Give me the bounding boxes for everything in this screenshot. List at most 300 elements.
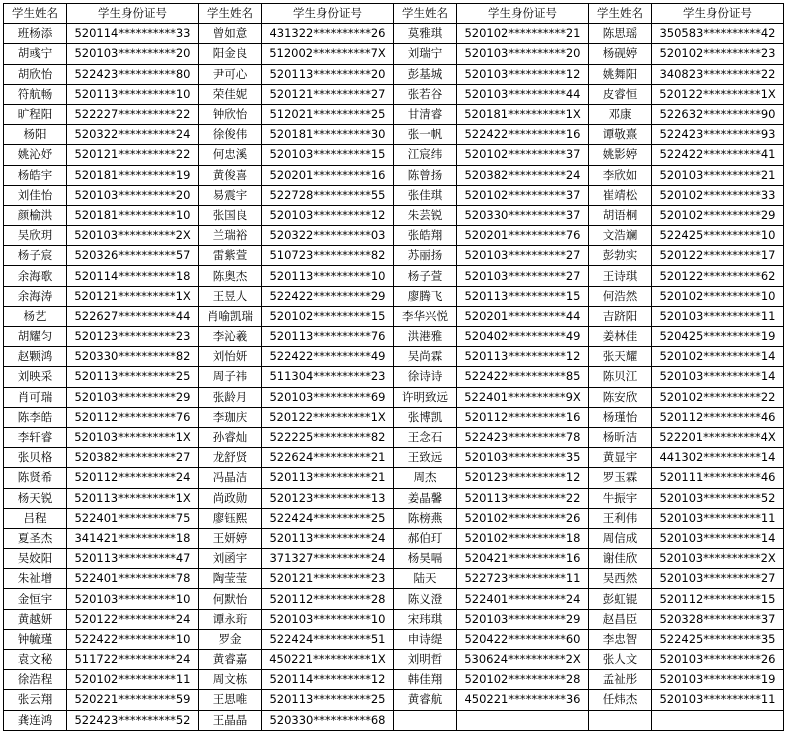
student-name-cell: 张云翔 xyxy=(4,690,67,710)
table-row xyxy=(4,488,784,508)
student-id-cell: 520103**********12 xyxy=(457,64,589,84)
student-name-cell: 周杰 xyxy=(394,468,457,488)
header-student-name: 学生姓名 xyxy=(199,4,262,24)
student-name-cell: 王思唯 xyxy=(199,690,262,710)
student-name-cell: 何默怡 xyxy=(199,589,262,609)
student-id-cell: 520103**********52 xyxy=(652,488,784,508)
student-name-cell: 尹可心 xyxy=(199,64,262,84)
student-name-cell: 张国良 xyxy=(199,205,262,225)
student-name-cell: 陈思瑶 xyxy=(589,24,652,44)
student-name-cell: 尚政勋 xyxy=(199,488,262,508)
table-row xyxy=(4,347,784,367)
student-name-cell: 吉跻阳 xyxy=(589,306,652,326)
student-id-cell: 520121**********27 xyxy=(262,84,394,104)
student-name-cell: 雷紫萱 xyxy=(199,246,262,266)
student-id-cell: 520382**********24 xyxy=(457,165,589,185)
student-id-cell: 522422**********16 xyxy=(457,125,589,145)
student-name-cell: 吴尚霖 xyxy=(394,347,457,367)
student-name-cell: 张贝格 xyxy=(4,448,67,468)
student-id-cell: 520102**********21 xyxy=(457,24,589,44)
student-id-cell: 522422**********29 xyxy=(262,286,394,306)
student-id-cell: 520103**********69 xyxy=(262,387,394,407)
student-id-cell: 520102**********37 xyxy=(457,145,589,165)
student-name-cell: 赵颗鸿 xyxy=(4,347,67,367)
student-name-cell: 陈贝江 xyxy=(589,367,652,387)
student-id-cell: 520103**********20 xyxy=(457,44,589,64)
student-id-cell: 522423**********52 xyxy=(67,710,199,730)
student-name-cell: 吴姣阳 xyxy=(4,549,67,569)
student-name-cell: 刘函宇 xyxy=(199,549,262,569)
student-id-cell: 520114**********33 xyxy=(67,24,199,44)
student-id-cell: 520113**********10 xyxy=(262,266,394,286)
student-name-cell: 何忠溪 xyxy=(199,145,262,165)
student-id-cell: 522425**********10 xyxy=(652,226,784,246)
student-name-cell: 余海歌 xyxy=(4,266,67,286)
table-row xyxy=(4,145,784,165)
student-name-cell: 杨瑾怡 xyxy=(589,407,652,427)
student-name-cell: 曾如意 xyxy=(199,24,262,44)
student-id-cell: 520181**********19 xyxy=(67,165,199,185)
student-name-cell: 荣佳妮 xyxy=(199,84,262,104)
student-name-cell: 王昱人 xyxy=(199,286,262,306)
student-id-cell: 341421**********18 xyxy=(67,528,199,548)
student-id-cell: 520113**********20 xyxy=(262,64,394,84)
student-name-cell: 周子祎 xyxy=(199,367,262,387)
student-name-cell: 李轩睿 xyxy=(4,427,67,447)
student-id-cell: 520103**********29 xyxy=(457,609,589,629)
student-id-cell: 520113**********15 xyxy=(457,286,589,306)
student-name-cell: 张佳琪 xyxy=(394,185,457,205)
table-row xyxy=(4,286,784,306)
student-name-cell: 陶莹莹 xyxy=(199,569,262,589)
student-name-cell: 郝伯玎 xyxy=(394,528,457,548)
student-id-cell: 450221**********1X xyxy=(262,650,394,670)
student-name-cell: 刘明哲 xyxy=(394,650,457,670)
student-id-cell: 522422**********10 xyxy=(67,629,199,649)
student-id-cell: 520103**********2X xyxy=(652,549,784,569)
header-student-id: 学生身份证号 xyxy=(262,4,394,24)
student-id-cell: 520113**********47 xyxy=(67,549,199,569)
student-name-cell: 彭基城 xyxy=(394,64,457,84)
table-row xyxy=(4,589,784,609)
header-student-id: 学生身份证号 xyxy=(457,4,589,24)
student-id-cell: 510723**********82 xyxy=(262,246,394,266)
student-name-cell: 张若谷 xyxy=(394,84,457,104)
student-id-cell: 520113**********25 xyxy=(262,690,394,710)
student-name-cell: 王利伟 xyxy=(589,508,652,528)
student-id-cell: 441302**********14 xyxy=(652,448,784,468)
student-id-cell: 520103**********10 xyxy=(67,589,199,609)
student-id-cell: 520103**********35 xyxy=(457,448,589,468)
student-id-cell: 522624**********21 xyxy=(262,448,394,468)
student-id-cell: 522423**********78 xyxy=(457,427,589,447)
student-id-cell: 520181**********1X xyxy=(457,104,589,124)
student-name-cell: 冯晶洁 xyxy=(199,468,262,488)
student-name-cell: 莫雅琪 xyxy=(394,24,457,44)
student-id-cell: 522422**********85 xyxy=(457,367,589,387)
student-id-cell: 520330**********82 xyxy=(67,347,199,367)
table-body xyxy=(4,24,784,731)
student-id-cell: 520102**********26 xyxy=(457,508,589,528)
student-name-cell: 张天耀 xyxy=(589,347,652,367)
table-row xyxy=(4,387,784,407)
student-name-cell: 龚连鸿 xyxy=(4,710,67,730)
table-row xyxy=(4,549,784,569)
student-name-cell: 宋玮琪 xyxy=(394,609,457,629)
student-name-cell: 陈安欣 xyxy=(589,387,652,407)
student-id-cell: 520113**********12 xyxy=(457,347,589,367)
student-name-cell: 杨天锐 xyxy=(4,488,67,508)
student-name-cell: 姜晶馨 xyxy=(394,488,457,508)
student-id-cell: 520201**********44 xyxy=(457,306,589,326)
student-name-cell: 李欣如 xyxy=(589,165,652,185)
student-name-cell: 吕程 xyxy=(4,508,67,528)
student-name-cell: 谭永珩 xyxy=(199,609,262,629)
student-id-cell: 520326**********57 xyxy=(67,246,199,266)
student-id-cell: 520382**********27 xyxy=(67,448,199,468)
student-name-cell: 江宸纬 xyxy=(394,145,457,165)
student-name-cell: 洪港雅 xyxy=(394,327,457,347)
student-name-cell: 甘清睿 xyxy=(394,104,457,124)
student-id-table xyxy=(3,3,784,731)
student-id-cell: 522201**********4X xyxy=(652,427,784,447)
student-name-cell: 赵昌臣 xyxy=(589,609,652,629)
student-id-cell: 520122**********17 xyxy=(652,246,784,266)
student-id-cell: 520122**********24 xyxy=(67,609,199,629)
student-id-cell: 520201**********76 xyxy=(457,226,589,246)
table-row xyxy=(4,609,784,629)
student-name-cell: 廖钰熙 xyxy=(199,508,262,528)
header-student-id: 学生身份证号 xyxy=(652,4,784,24)
student-name-cell: 杨阳 xyxy=(4,125,67,145)
student-id-cell: 522423**********93 xyxy=(652,125,784,145)
table-row xyxy=(4,205,784,225)
student-name-cell: 黄睿嘉 xyxy=(199,650,262,670)
student-name-cell xyxy=(394,710,457,730)
student-name-cell: 李沁羲 xyxy=(199,327,262,347)
student-name-cell: 王念石 xyxy=(394,427,457,447)
student-name-cell: 袁文秘 xyxy=(4,650,67,670)
table-row xyxy=(4,226,784,246)
student-id-cell: 522401**********24 xyxy=(457,589,589,609)
student-name-cell: 姜林佳 xyxy=(589,327,652,347)
table-row xyxy=(4,690,784,710)
student-id-cell: 520122**********62 xyxy=(652,266,784,286)
student-id-cell: 520112**********15 xyxy=(652,589,784,609)
student-id-cell: 520102**********14 xyxy=(652,347,784,367)
student-name-cell: 王晶晶 xyxy=(199,710,262,730)
student-name-cell: 陈李皓 xyxy=(4,407,67,427)
student-id-cell: 522401**********78 xyxy=(67,569,199,589)
student-id-cell: 530624**********2X xyxy=(457,650,589,670)
student-id-cell: 520102**********28 xyxy=(457,670,589,690)
student-id-cell: 522422**********41 xyxy=(652,145,784,165)
student-name-cell: 姚沁妤 xyxy=(4,145,67,165)
student-id-cell: 520103**********11 xyxy=(652,690,784,710)
student-id-cell: 520103**********19 xyxy=(652,670,784,690)
table-row xyxy=(4,246,784,266)
table-row xyxy=(4,104,784,124)
student-id-cell: 520181**********10 xyxy=(67,205,199,225)
student-id-cell: 522627**********44 xyxy=(67,306,199,326)
student-id-cell: 520112**********76 xyxy=(67,407,199,427)
student-id-cell: 522423**********80 xyxy=(67,64,199,84)
student-id-cell: 512021**********25 xyxy=(262,104,394,124)
table-row xyxy=(4,185,784,205)
table-row xyxy=(4,448,784,468)
student-id-cell: 520113**********25 xyxy=(67,367,199,387)
header-student-name: 学生姓名 xyxy=(394,4,457,24)
table-row xyxy=(4,306,784,326)
student-name-cell: 夏圣杰 xyxy=(4,528,67,548)
student-id-cell: 522225**********82 xyxy=(262,427,394,447)
student-id-cell: 520102**********33 xyxy=(652,185,784,205)
student-id-cell: 520330**********68 xyxy=(262,710,394,730)
student-name-cell: 杨子宸 xyxy=(4,246,67,266)
student-name-cell: 谢佳欣 xyxy=(589,549,652,569)
student-name-cell: 刘瑞宁 xyxy=(394,44,457,64)
student-name-cell: 何浩然 xyxy=(589,286,652,306)
student-id-cell: 520103**********12 xyxy=(262,205,394,225)
student-name-cell: 杨皓宇 xyxy=(4,165,67,185)
student-name-cell: 杨砚婷 xyxy=(589,44,652,64)
student-id-cell: 511722**********24 xyxy=(67,650,199,670)
student-name-cell: 韩佳翔 xyxy=(394,670,457,690)
header-row xyxy=(4,4,784,24)
student-id-cell: 520422**********60 xyxy=(457,629,589,649)
student-name-cell: 牛振宇 xyxy=(589,488,652,508)
student-id-cell: 520103**********27 xyxy=(457,246,589,266)
student-name-cell: 张皓翔 xyxy=(394,226,457,246)
student-id-cell: 520113**********10 xyxy=(67,84,199,104)
student-name-cell: 朱芸锐 xyxy=(394,205,457,225)
student-name-cell: 旷程阳 xyxy=(4,104,67,124)
student-name-cell: 肖喻凯瑞 xyxy=(199,306,262,326)
student-name-cell: 许明致远 xyxy=(394,387,457,407)
student-id-cell: 520103**********14 xyxy=(652,367,784,387)
table-row xyxy=(4,508,784,528)
student-id-cell: 520103**********14 xyxy=(652,528,784,548)
student-name-cell: 龙舒贤 xyxy=(199,448,262,468)
table-row xyxy=(4,629,784,649)
student-name-cell: 彭虹锟 xyxy=(589,589,652,609)
student-name-cell: 肖可瑞 xyxy=(4,387,67,407)
table-row xyxy=(4,64,784,84)
student-name-cell: 李华兴悦 xyxy=(394,306,457,326)
student-name-cell: 张博凯 xyxy=(394,407,457,427)
student-name-cell: 申诗缇 xyxy=(394,629,457,649)
table-row xyxy=(4,367,784,387)
student-id-cell: 520181**********30 xyxy=(262,125,394,145)
student-id-cell: 520103**********10 xyxy=(262,609,394,629)
student-id-cell: 520122**********1X xyxy=(652,84,784,104)
student-id-cell: 520102**********29 xyxy=(652,205,784,225)
student-id-cell: 522632**********90 xyxy=(652,104,784,124)
student-id-cell: 522728**********55 xyxy=(262,185,394,205)
student-name-cell: 陈义澄 xyxy=(394,589,457,609)
student-name-cell: 符航畅 xyxy=(4,84,67,104)
student-id-cell: 520114**********12 xyxy=(262,670,394,690)
student-id-cell: 520102**********10 xyxy=(652,286,784,306)
table-row xyxy=(4,427,784,447)
student-name-cell: 姚舞阳 xyxy=(589,64,652,84)
student-id-cell: 522227**********22 xyxy=(67,104,199,124)
table-row xyxy=(4,44,784,64)
student-id-cell: 520103**********15 xyxy=(262,145,394,165)
student-name-cell: 徐俊伟 xyxy=(199,125,262,145)
student-id-cell: 520103**********20 xyxy=(67,185,199,205)
student-name-cell: 文浩斓 xyxy=(589,226,652,246)
student-id-cell: 520103**********2X xyxy=(67,226,199,246)
student-id-cell: 522401**********9X xyxy=(457,387,589,407)
student-name-cell: 苏丽扬 xyxy=(394,246,457,266)
student-id-cell: 520425**********19 xyxy=(652,327,784,347)
student-id-cell: 520328**********37 xyxy=(652,609,784,629)
student-name-cell: 吴欣玥 xyxy=(4,226,67,246)
student-name-cell: 黄显宇 xyxy=(589,448,652,468)
student-id-cell: 520121**********22 xyxy=(67,145,199,165)
student-name-cell: 陈曾扬 xyxy=(394,165,457,185)
table-row xyxy=(4,24,784,44)
header-student-id: 学生身份证号 xyxy=(67,4,199,24)
student-id-cell: 522425**********35 xyxy=(652,629,784,649)
student-name-cell: 刘映采 xyxy=(4,367,67,387)
student-name-cell: 钟欣怡 xyxy=(199,104,262,124)
student-id-cell: 520221**********59 xyxy=(67,690,199,710)
table-row xyxy=(4,84,784,104)
student-name-cell: 徐诗诗 xyxy=(394,367,457,387)
student-name-cell: 金恒宇 xyxy=(4,589,67,609)
student-name-cell: 王妍婷 xyxy=(199,528,262,548)
header-student-name: 学生姓名 xyxy=(589,4,652,24)
student-name-cell: 李珈庆 xyxy=(199,407,262,427)
student-name-cell: 刘怡妍 xyxy=(199,347,262,367)
student-name-cell: 杨艺 xyxy=(4,306,67,326)
student-name-cell: 姚影婷 xyxy=(589,145,652,165)
student-id-cell: 350583**********42 xyxy=(652,24,784,44)
student-name-cell: 黄睿航 xyxy=(394,690,457,710)
student-id-cell: 520102**********22 xyxy=(652,387,784,407)
student-name-cell: 徐浩程 xyxy=(4,670,67,690)
student-id-cell: 520102**********23 xyxy=(652,44,784,64)
student-name-cell: 钟毓瑾 xyxy=(4,629,67,649)
student-name-cell: 罗玉霖 xyxy=(589,468,652,488)
student-name-cell: 班杨添 xyxy=(4,24,67,44)
student-id-cell: 520102**********15 xyxy=(262,306,394,326)
student-id-cell: 520112**********16 xyxy=(457,407,589,427)
student-name-cell: 杨昕洁 xyxy=(589,427,652,447)
student-id-cell: 520112**********46 xyxy=(652,407,784,427)
student-id-cell: 340823**********22 xyxy=(652,64,784,84)
student-id-cell: 520103**********27 xyxy=(652,569,784,589)
student-id-cell: 520102**********18 xyxy=(457,528,589,548)
student-id-cell: 520330**********37 xyxy=(457,205,589,225)
student-name-cell: 陈奥杰 xyxy=(199,266,262,286)
student-id-cell: 520201**********16 xyxy=(262,165,394,185)
table-row xyxy=(4,528,784,548)
student-name-cell: 兰瑞裕 xyxy=(199,226,262,246)
student-id-cell: 520113**********24 xyxy=(262,528,394,548)
table-row xyxy=(4,407,784,427)
student-id-cell: 520102**********37 xyxy=(457,185,589,205)
student-name-cell: 黄俊喜 xyxy=(199,165,262,185)
student-name-cell: 王致远 xyxy=(394,448,457,468)
student-name-cell: 李忠智 xyxy=(589,629,652,649)
student-name-cell: 胡欣怡 xyxy=(4,64,67,84)
student-name-cell: 孟祉彤 xyxy=(589,670,652,690)
student-name-cell: 张龄月 xyxy=(199,387,262,407)
student-id-cell: 520322**********24 xyxy=(67,125,199,145)
student-name-cell: 王诗琪 xyxy=(589,266,652,286)
student-id-cell: 522422**********49 xyxy=(262,347,394,367)
student-id-cell: 520103**********20 xyxy=(67,44,199,64)
student-name-cell: 杨子萱 xyxy=(394,266,457,286)
student-id-cell: 520103**********21 xyxy=(652,165,784,185)
table-row xyxy=(4,468,784,488)
student-name-cell xyxy=(589,710,652,730)
student-name-cell: 任炜杰 xyxy=(589,690,652,710)
student-name-cell: 谭敬熹 xyxy=(589,125,652,145)
student-name-cell: 张一帆 xyxy=(394,125,457,145)
student-id-cell: 511304**********23 xyxy=(262,367,394,387)
student-id-cell: 431322**********26 xyxy=(262,24,394,44)
student-name-cell: 彭勃实 xyxy=(589,246,652,266)
student-name-cell: 余海涛 xyxy=(4,286,67,306)
student-id-cell: 520112**********24 xyxy=(67,468,199,488)
student-id-cell: 520121**********1X xyxy=(67,286,199,306)
student-name-cell: 陈榜燕 xyxy=(394,508,457,528)
student-id-cell: 520421**********16 xyxy=(457,549,589,569)
table-row xyxy=(4,670,784,690)
header-student-name: 学生姓名 xyxy=(4,4,67,24)
student-id-cell xyxy=(652,710,784,730)
student-id-cell: 512002**********7X xyxy=(262,44,394,64)
table-row xyxy=(4,165,784,185)
student-name-cell: 易震宇 xyxy=(199,185,262,205)
student-name-cell: 陆天 xyxy=(394,569,457,589)
student-id-cell: 520102**********11 xyxy=(67,670,199,690)
student-id-cell: 520103**********44 xyxy=(457,84,589,104)
student-name-cell: 胡语桐 xyxy=(589,205,652,225)
student-id-cell: 520402**********49 xyxy=(457,327,589,347)
student-id-cell: 520103**********27 xyxy=(457,266,589,286)
student-name-cell: 阳金良 xyxy=(199,44,262,64)
student-id-cell: 522424**********25 xyxy=(262,508,394,528)
table-row xyxy=(4,266,784,286)
student-id-cell: 522723**********11 xyxy=(457,569,589,589)
student-name-cell: 孙睿灿 xyxy=(199,427,262,447)
student-name-cell: 杨昊嗝 xyxy=(394,549,457,569)
student-id-cell: 520123**********12 xyxy=(457,468,589,488)
student-id-cell: 520103**********26 xyxy=(652,650,784,670)
student-name-cell: 颜榆洪 xyxy=(4,205,67,225)
student-id-cell: 371327**********24 xyxy=(262,549,394,569)
student-name-cell: 罗金 xyxy=(199,629,262,649)
student-id-cell: 520103**********11 xyxy=(652,306,784,326)
student-id-cell: 520121**********23 xyxy=(262,569,394,589)
student-id-cell: 520322**********03 xyxy=(262,226,394,246)
student-name-cell: 胡彧宁 xyxy=(4,44,67,64)
student-name-cell: 吴西然 xyxy=(589,569,652,589)
table-row xyxy=(4,710,784,730)
student-id-cell: 520113**********1X xyxy=(67,488,199,508)
student-id-cell: 520123**********23 xyxy=(67,327,199,347)
student-id-cell: 520112**********28 xyxy=(262,589,394,609)
student-id-cell: 520122**********1X xyxy=(262,407,394,427)
student-id-cell: 520103**********29 xyxy=(67,387,199,407)
student-name-cell: 周文栋 xyxy=(199,670,262,690)
student-name-cell: 胡耀匀 xyxy=(4,327,67,347)
